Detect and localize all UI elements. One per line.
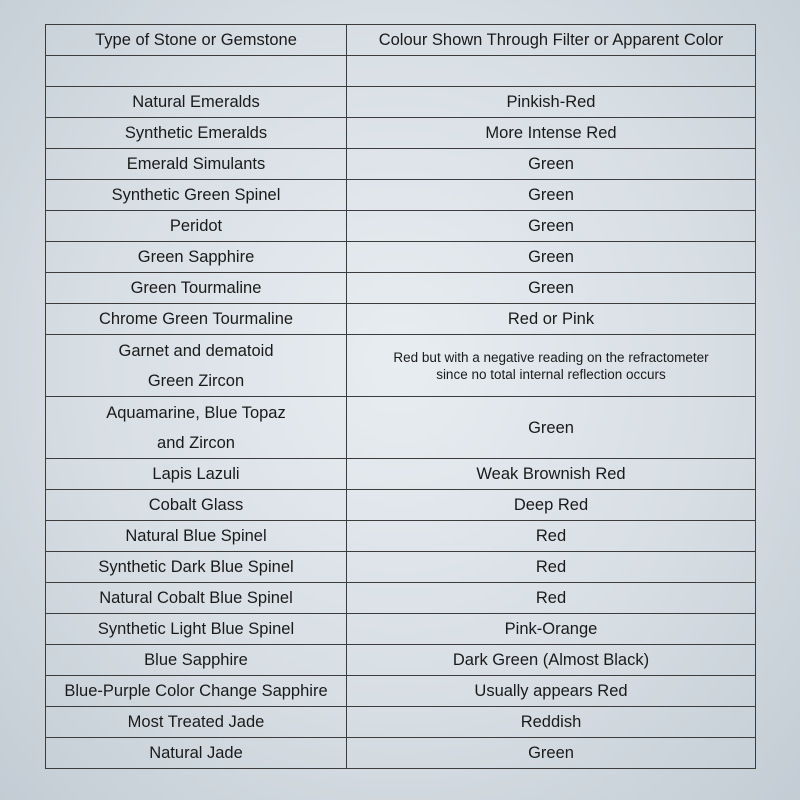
colour-cell: Red: [347, 552, 756, 583]
colour-cell: Red: [347, 583, 756, 614]
colour-cell: Deep Red: [347, 490, 756, 521]
stone-cell: Most Treated Jade: [46, 707, 347, 738]
empty-row: [46, 56, 756, 87]
stone-cell: Synthetic Dark Blue Spinel: [46, 552, 347, 583]
table-row: [46, 397, 756, 459]
stone-line: Aquamarine, Blue Topaz: [106, 403, 286, 422]
stone-cell: Emerald Simulants: [46, 149, 347, 180]
colour-cell: Dark Green (Almost Black): [347, 645, 756, 676]
stone-cell: Cobalt Glass: [46, 490, 347, 521]
table-row: [46, 304, 756, 335]
header-filter-colour: Colour Shown Through Filter or Apparent Color: [347, 25, 756, 56]
colour-cell: [347, 56, 756, 87]
colour-cell: Usually appears Red: [347, 676, 756, 707]
colour-cell: Pink-Orange: [347, 614, 756, 645]
colour-cell: Red: [347, 521, 756, 552]
stone-cell: Synthetic Emeralds: [46, 118, 347, 149]
stone-cell: Blue Sapphire: [46, 645, 347, 676]
stone-cell: Synthetic Light Blue Spinel: [46, 614, 347, 645]
table-row: [46, 211, 756, 242]
stone-line: Garnet and dematoid: [118, 341, 274, 360]
table-row: [46, 87, 756, 118]
stone-cell: [46, 335, 347, 397]
stone-cell: Synthetic Green Spinel: [46, 180, 347, 211]
table-row: [46, 583, 756, 614]
table-row: [46, 273, 756, 304]
colour-cell: Green: [347, 149, 756, 180]
colour-cell: Green: [347, 397, 756, 459]
stone-cell: [46, 56, 347, 87]
table-row: [46, 552, 756, 583]
colour-cell: More Intense Red: [347, 118, 756, 149]
colour-cell: Green: [347, 273, 756, 304]
table-row: [46, 180, 756, 211]
stone-cell: Green Sapphire: [46, 242, 347, 273]
table-row: [46, 335, 756, 397]
colour-cell: Weak Brownish Red: [347, 459, 756, 490]
table-row: [46, 521, 756, 552]
table-row: [46, 707, 756, 738]
stone-line: and Zircon: [157, 433, 235, 452]
colour-cell: Green: [347, 211, 756, 242]
table-header-row: [46, 25, 756, 56]
colour-cell: Reddish: [347, 707, 756, 738]
colour-cell: Green: [347, 180, 756, 211]
table-row: [46, 645, 756, 676]
table-row: [46, 118, 756, 149]
table-row: [46, 459, 756, 490]
table-body: [46, 25, 756, 769]
colour-cell: Green: [347, 242, 756, 273]
colour-line: Red but with a negative reading on the refractometer: [393, 349, 709, 365]
header-stone-type: Type of Stone or Gemstone: [46, 25, 347, 56]
colour-line: since no total internal reflection occurs: [436, 366, 666, 382]
stone-cell: Natural Jade: [46, 738, 347, 769]
stone-cell: Lapis Lazuli: [46, 459, 347, 490]
colour-cell: Red or Pink: [347, 304, 756, 335]
table-row: [46, 149, 756, 180]
stone-cell: Peridot: [46, 211, 347, 242]
table-row: [46, 242, 756, 273]
gemstone-filter-table: [45, 24, 756, 769]
colour-cell: Pinkish-Red: [347, 87, 756, 118]
stone-cell: Natural Blue Spinel: [46, 521, 347, 552]
table-row: [46, 614, 756, 645]
colour-cell: Green: [347, 738, 756, 769]
stone-cell: Natural Cobalt Blue Spinel: [46, 583, 347, 614]
table-row: [46, 738, 756, 769]
stone-cell: Natural Emeralds: [46, 87, 347, 118]
table-row: [46, 490, 756, 521]
table-row: [46, 676, 756, 707]
stone-cell: Chrome Green Tourmaline: [46, 304, 347, 335]
stone-cell: [46, 397, 347, 459]
colour-cell: [347, 335, 756, 397]
stone-line: Green Zircon: [147, 371, 245, 390]
stone-cell: Green Tourmaline: [46, 273, 347, 304]
stone-cell: Blue-Purple Color Change Sapphire: [46, 676, 347, 707]
